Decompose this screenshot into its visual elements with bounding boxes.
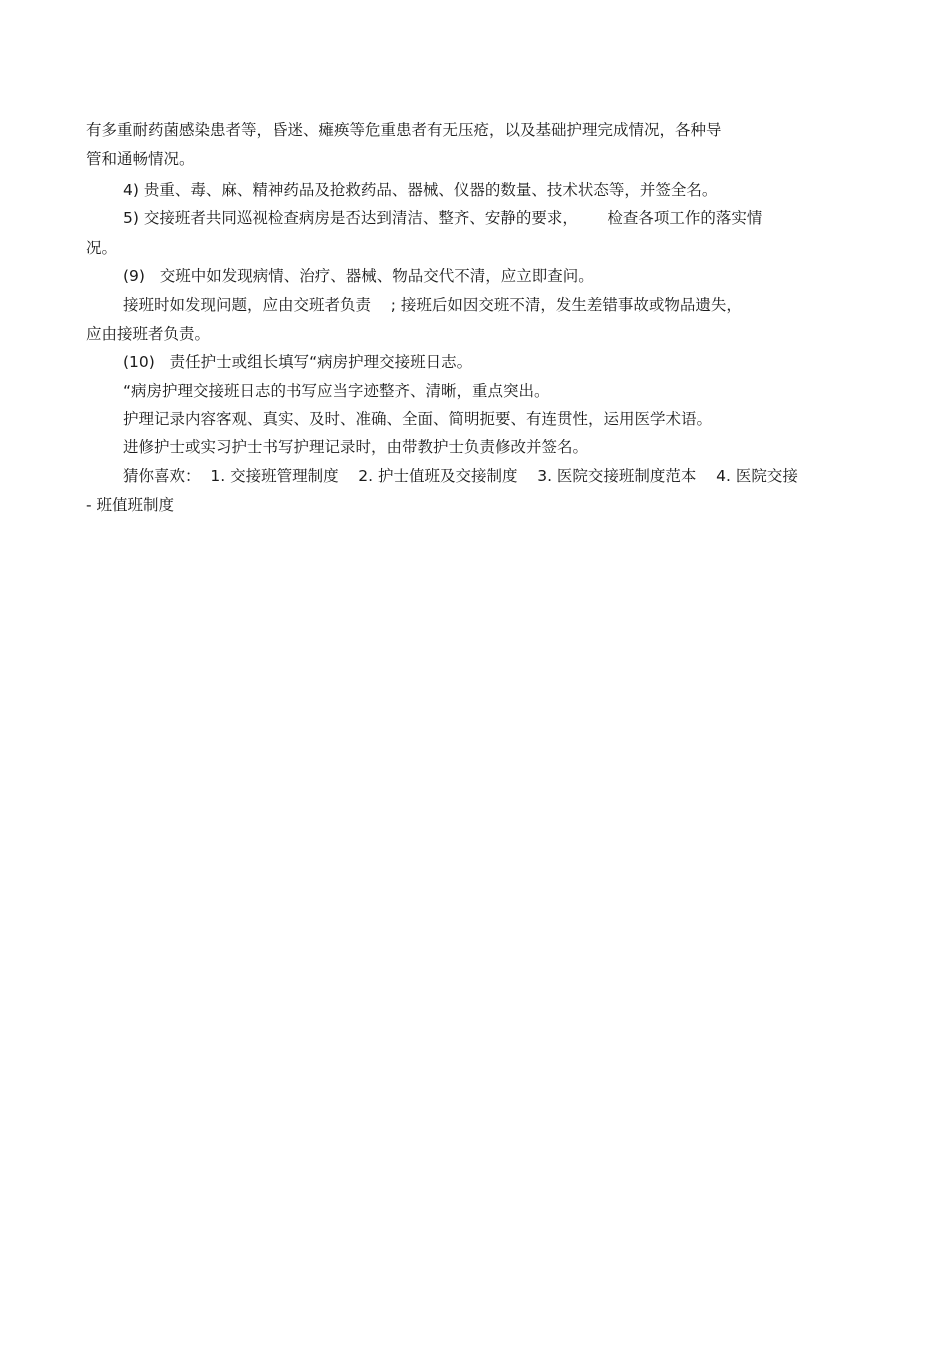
paragraph-line: “病房护理交接班日志的书写应当字迹整齐、清晰，重点突出。 (123, 382, 550, 400)
paragraph-line: 管和通畅情况。 (86, 150, 195, 168)
paragraph-line: 4) 贵重、毒、麻、精神药品及抢救药品、器械、仪器的数量、技术状态等，并签全名。 (123, 181, 718, 199)
paragraph-line: 5) 交接班者共同巡视检查病房是否达到清洁、整齐、安静的要求， 检查各项工作的落实情 (123, 209, 763, 227)
paragraph-line: 进修护士或实习护士书写护理记录时，由带教护士负责修改并签名。 (123, 438, 589, 456)
paragraph-line: 况。 (86, 239, 118, 257)
related-links-line: - 班值班制度 (86, 496, 175, 514)
paragraph-line: (9) 交班中如发现病情、治疗、器械、物品交代不清，应立即查问。 (123, 267, 594, 285)
paragraph-line: 接班时如发现问题，应由交班者负责 ; 接班后如因交班不清，发生差错事故或物品遗失， (123, 296, 742, 314)
paragraph-line: (10) 责任护士或组长填写“病房护理交接班日志。 (123, 353, 473, 371)
related-links-line: 猜你喜欢： 1. 交接班管理制度 2. 护士值班及交接制度 3. 医院交接班制度范本 4. 医院交接 (123, 467, 798, 485)
paragraph-line: 有多重耐药菌感染患者等，昏迷、瘫痪等危重患者有无压疮，以及基础护理完成情况，各种导 (86, 121, 722, 139)
paragraph-line: 护理记录内容客观、真实、及时、准确、全面、简明扼要、有连贯性，运用医学术语。 (123, 410, 713, 428)
paragraph-line: 应由接班者负责。 (86, 325, 211, 343)
